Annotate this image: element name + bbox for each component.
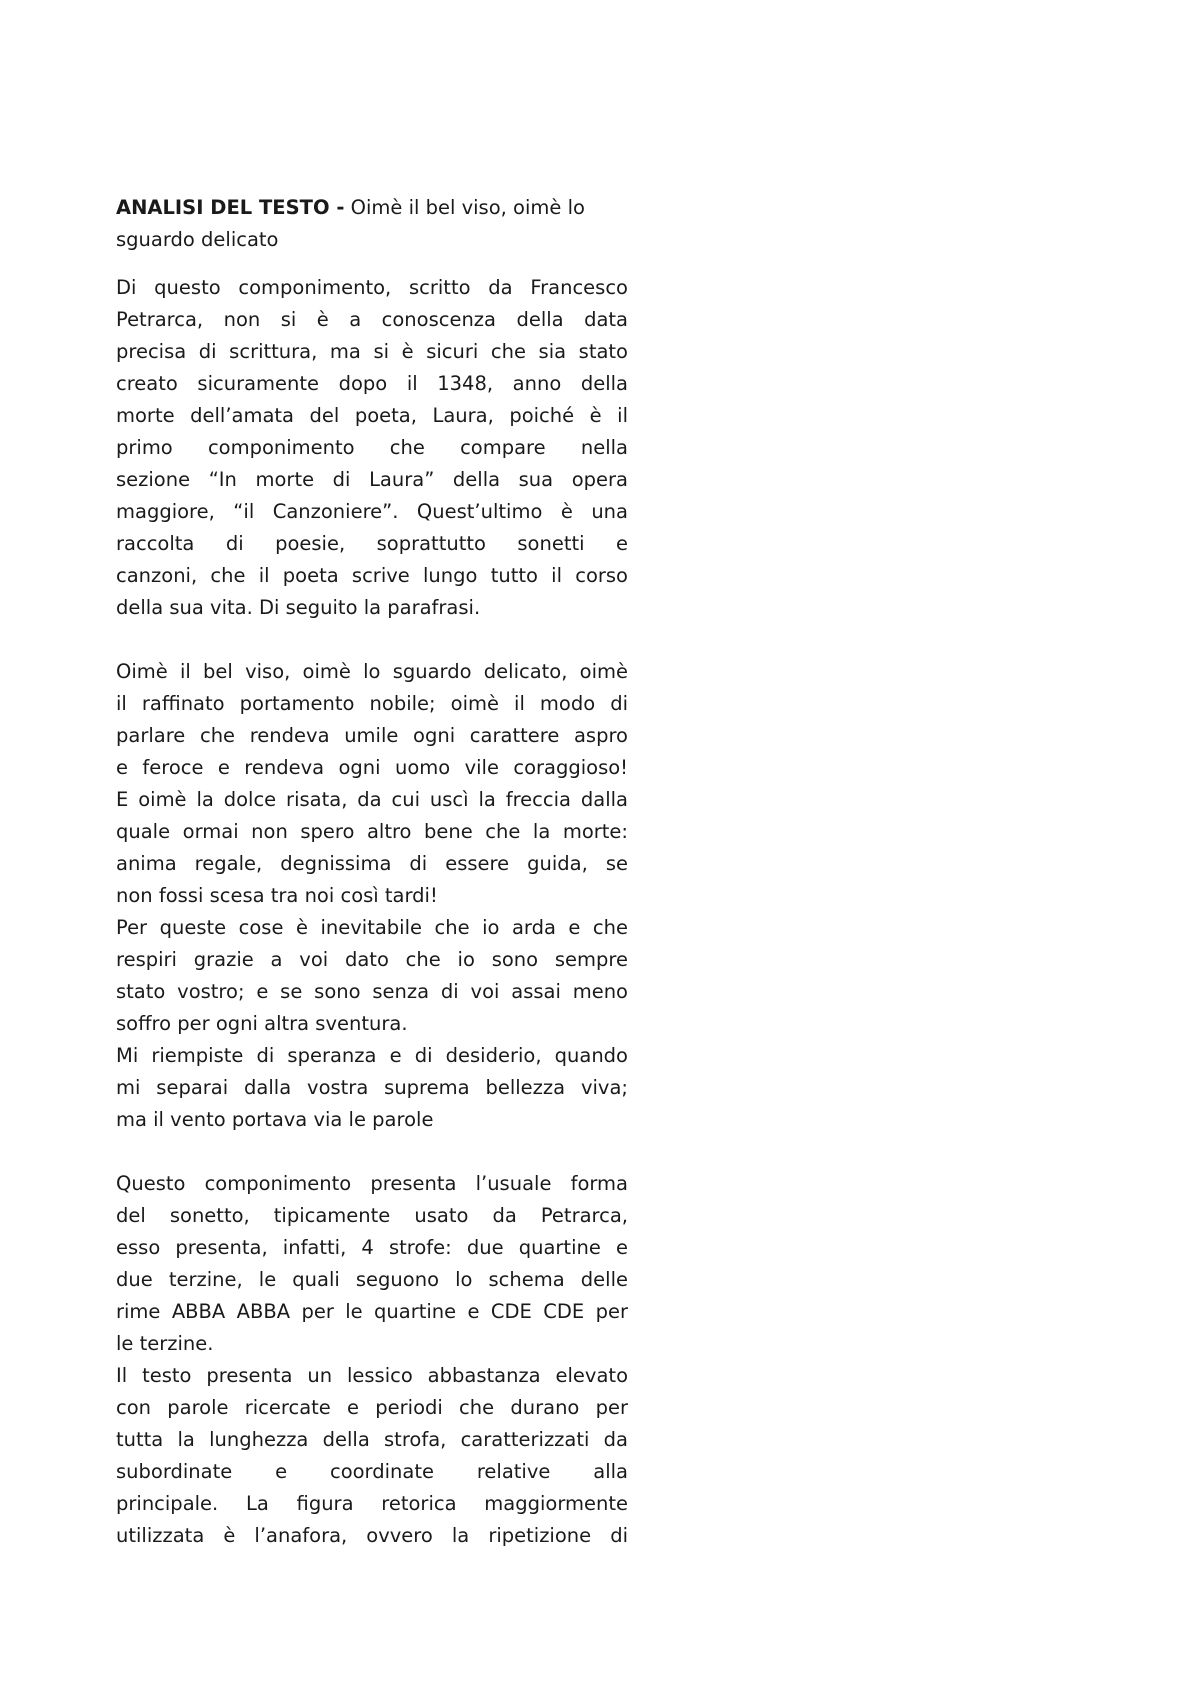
text-line: Mi riempiste di speranza e di desiderio, quando: [116, 1044, 628, 1067]
text-line: raccolta di poesie, soprattutto sonetti e: [116, 532, 628, 555]
text-line: E oimè la dolce risata, da cui uscì la freccia dalla: [116, 788, 628, 811]
text-line: primo componimento che compare nella: [116, 436, 628, 459]
document-body: [116, 192, 628, 1552]
text-line: parlare che rendeva umile ogni carattere aspro: [116, 724, 628, 747]
text-line: quale ormai non spero altro bene che la morte:: [116, 820, 628, 843]
text-line: anima regale, degnissima di essere guida, se: [116, 852, 628, 875]
title-rest: Oimè il bel viso, oimè lo: [344, 196, 585, 219]
text-line: tutta la lunghezza della strofa, caratterizzati da: [116, 1428, 628, 1451]
paragraph-paraphrase: [116, 656, 628, 1136]
text-line: morte dell’amata del poeta, Laura, poiché è il: [116, 404, 628, 427]
title-line-2: sguardo delicato: [116, 228, 279, 251]
paragraph-intro: [116, 272, 628, 624]
text-line: del sonetto, tipicamente usato da Petrarca,: [116, 1204, 628, 1227]
text-line: ma il vento portava via le parole: [116, 1108, 434, 1131]
text-line: le terzine.: [116, 1332, 214, 1355]
spacer: [116, 1136, 628, 1168]
text-line: mi separai dalla vostra suprema bellezza viva;: [116, 1076, 628, 1099]
text-line: principale. La figura retorica maggiormente: [116, 1492, 628, 1515]
text-line: Petrarca, non si è a conoscenza della data: [116, 308, 628, 331]
spacer: [116, 256, 628, 272]
spacer: [116, 624, 628, 656]
text-line: Per queste cose è inevitabile che io arda e che: [116, 916, 628, 939]
text-line: Oimè il bel viso, oimè lo sguardo delicato, oimè: [116, 660, 628, 683]
text-line: maggiore, “il Canzoniere”. Quest’ultimo è una: [116, 500, 628, 523]
text-line: Il testo presenta un lessico abbastanza elevato: [116, 1364, 628, 1387]
text-line: Di questo componimento, scritto da Francesco: [116, 276, 628, 299]
text-line: subordinate e coordinate relative alla: [116, 1460, 628, 1483]
text-line: respiri grazie a voi dato che io sono sempre: [116, 948, 628, 971]
text-line: non fossi scesa tra noi così tardi!: [116, 884, 438, 907]
paragraph-analysis: [116, 1168, 628, 1552]
text-line: il raffinato portamento nobile; oimè il modo di: [116, 692, 628, 715]
text-line: rime ABBA ABBA per le quartine e CDE CDE per: [116, 1300, 628, 1323]
text-line: utilizzata è l’anafora, ovvero la ripetizione di: [116, 1524, 628, 1547]
title-bold: ANALISI DEL TESTO -: [116, 196, 345, 219]
text-line: stato vostro; e se sono senza di voi assai meno: [116, 980, 628, 1003]
text-line: due terzine, le quali seguono lo schema delle: [116, 1268, 628, 1291]
text-line: e feroce e rendeva ogni uomo vile coraggioso!: [116, 756, 628, 779]
text-line: soffro per ogni altra sventura.: [116, 1012, 408, 1035]
text-line: Questo componimento presenta l’usuale forma: [116, 1172, 628, 1195]
text-line: esso presenta, infatti, 4 strofe: due quartine e: [116, 1236, 628, 1259]
text-line: con parole ricercate e periodi che durano per: [116, 1396, 628, 1419]
title-line-1: [116, 192, 628, 224]
text-line: creato sicuramente dopo il 1348, anno della: [116, 372, 628, 395]
text-line: canzoni, che il poeta scrive lungo tutto il corso: [116, 564, 628, 587]
text-line: della sua vita. Di seguito la parafrasi.: [116, 596, 481, 619]
document-title: [116, 192, 628, 256]
text-line: sezione “In morte di Laura” della sua opera: [116, 468, 628, 491]
text-line: precisa di scrittura, ma si è sicuri che sia stato: [116, 340, 628, 363]
